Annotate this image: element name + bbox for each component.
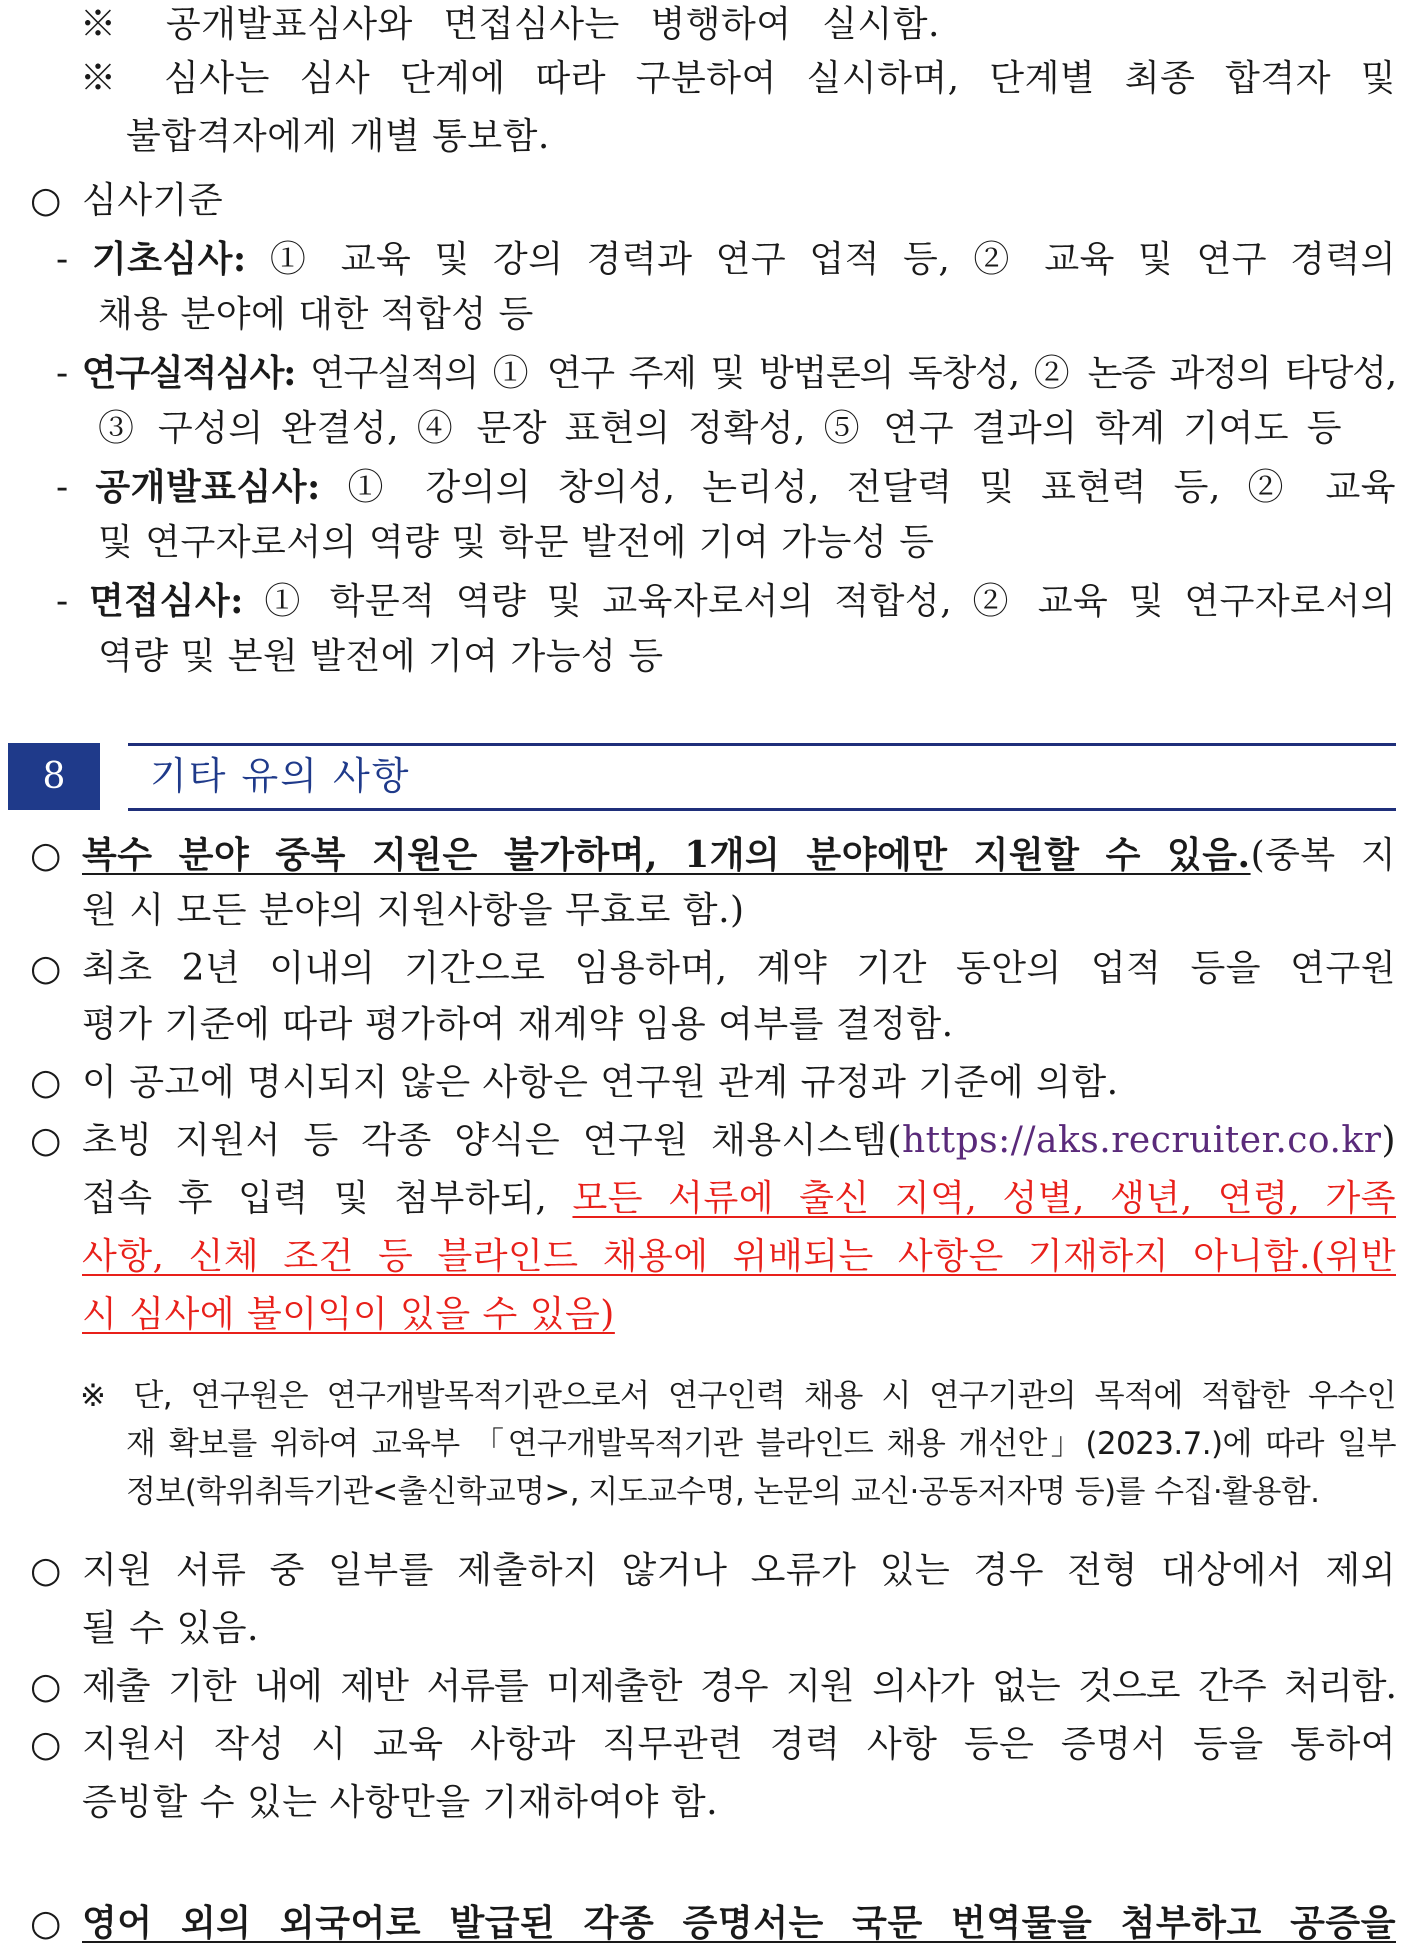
circle-bullet-icon: ○ xyxy=(30,1062,62,1103)
blind-hiring-warning: 모든 서류에 출신 지역, 성별, 생년, 연령, 가족 xyxy=(572,1178,1396,1219)
section-rule-bottom xyxy=(128,808,1396,811)
notice-continued xyxy=(82,1176,1396,1222)
notice-text: 초빙 지원서 등 각종 양식은 연구원 채용시스템( xyxy=(82,1120,902,1161)
criterion-text: 연구실적의 ① 연구 주제 및 방법론의 독창성, ② 논증 과정의 타당성, xyxy=(310,353,1396,394)
dash-bullet: - xyxy=(56,581,90,622)
section-rule-top xyxy=(128,743,1396,746)
notice-text: (중복 지 xyxy=(1250,835,1396,876)
dash-bullet: - xyxy=(56,239,92,280)
criterion-continued: 채용 분야에 대한 적합성 등 xyxy=(98,294,534,335)
section-title: 기타 유의 사항 xyxy=(150,754,411,798)
circle-bullet-icon: ○ xyxy=(30,180,62,221)
circle-bullet-icon: ○ xyxy=(30,948,62,989)
circle-bullet-icon: ○ xyxy=(30,1903,62,1944)
blind-exception-note: 정보(학위취득기관<출신학교명>, 지도교수명, 논문의 교신·공동저자명 등)를 수집·활용함. xyxy=(126,1474,1320,1510)
blind-exception-note: 재 확보를 위하여 교육부 「연구개발목적기관 블라인드 채용 개선안」(2023.7.)에 따라 일부 xyxy=(126,1426,1396,1462)
notice-item xyxy=(30,1060,1119,1106)
notice-continued: 증빙할 수 있는 사항만을 기재하여야 함. xyxy=(82,1782,719,1823)
criterion-continued: 및 연구자로서의 역량 및 학문 발전에 기여 가능성 등 xyxy=(98,522,935,563)
criterion-continued: ③ 구성의 완결성, ④ 문장 표현의 정확성, ⑤ 연구 결과의 학계 기여도 등 xyxy=(98,408,1342,449)
note-line: ※ 공개발표심사와 면접심사는 병행하여 실시함. xyxy=(80,4,940,45)
notice-continued: 원 시 모든 분야의 지원사항을 무효로 함.) xyxy=(82,890,745,931)
notice-item xyxy=(30,1664,1396,1710)
notice-text: ) xyxy=(1381,1120,1396,1161)
notice-text: 지원서 작성 시 교육 사항과 직무관련 경력 사항 등은 증명서 등을 통하여 xyxy=(82,1724,1396,1765)
circle-bullet-icon: ○ xyxy=(30,1120,62,1161)
circle-bullet-icon: ○ xyxy=(30,835,62,876)
notice-item xyxy=(30,1118,1396,1164)
criterion-item xyxy=(56,350,1396,397)
criterion-label: 연구실적심사: xyxy=(81,352,296,394)
notice-item xyxy=(30,832,1396,879)
notice-text: 제출 기한 내에 제반 서류를 미제출한 경우 지원 의사가 없는 것으로 간주 처리함. xyxy=(82,1666,1396,1707)
section-number-badge: 8 xyxy=(8,743,100,810)
notice-text: 최초 2년 이내의 기간으로 임용하며, 계약 기간 동안의 업적 등을 연구원 xyxy=(82,948,1396,989)
notice-item xyxy=(30,1548,1396,1594)
blind-hiring-warning: 사항, 신체 조건 등 블라인드 채용에 위배되는 사항은 기재하지 아니함.(위반 xyxy=(82,1236,1396,1277)
circle-bullet-icon: ○ xyxy=(30,1666,61,1707)
dash-bullet: - xyxy=(56,353,82,394)
criterion-label: 면접심사: xyxy=(89,580,244,622)
criterion-item xyxy=(56,236,1396,283)
blind-exception-note: ※ 단, 연구원은 연구개발목적기관으로서 연구인력 채용 시 연구기관의 목적에 적합한 우수인 xyxy=(80,1378,1396,1414)
criterion-item xyxy=(56,578,1396,625)
notice-item xyxy=(30,1722,1396,1768)
criterion-label: 공개발표심사: xyxy=(95,466,321,508)
notice-emphasis: 복수 분야 중복 지원은 불가하며, 1개의 분야에만 지원할 수 있음. xyxy=(82,834,1251,876)
notice-item xyxy=(30,946,1396,992)
criterion-continued: 역량 및 본원 발전에 기여 가능성 등 xyxy=(98,636,664,677)
note-line-continued: 불합격자에게 개별 통보함. xyxy=(126,116,550,157)
criterion-text: ① 교육 및 강의 경력과 연구 업적 등, ② 교육 및 연구 경력의 xyxy=(269,239,1397,280)
criterion-text: ① 강의의 창의성, 논리성, 전달력 및 표현력 등, ② 교육 xyxy=(347,467,1396,508)
notice-emphasis: 영어 외의 외국어로 발급된 각종 증명서는 국문 번역물을 첨부하고 공증을 xyxy=(82,1902,1396,1944)
dash-bullet: - xyxy=(56,467,96,508)
criteria-title: 심사기준 xyxy=(82,180,224,221)
criterion-text: ① 학문적 역량 및 교육자로서의 적합성, ② 교육 및 연구자로서의 xyxy=(264,581,1396,622)
note-line: ※ 심사는 심사 단계에 따라 구분하여 실시하며, 단계별 최종 합격자 및 xyxy=(80,58,1396,99)
criteria-heading xyxy=(30,178,223,224)
notice-text: 이 공고에 명시되지 않은 사항은 연구원 관계 규정과 기준에 의함. xyxy=(82,1062,1119,1103)
notice-item xyxy=(30,1900,1396,1947)
recruit-system-link[interactable]: https://aks.recruiter.co.kr xyxy=(902,1120,1382,1161)
criterion-item xyxy=(56,464,1396,511)
circle-bullet-icon: ○ xyxy=(30,1724,62,1765)
circle-bullet-icon: ○ xyxy=(30,1550,62,1591)
notice-continued: 평가 기준에 따라 평가하여 재계약 임용 여부를 결정함. xyxy=(82,1004,954,1045)
notice-text: 접속 후 입력 및 첨부하되, xyxy=(82,1178,573,1219)
blind-hiring-warning: 시 심사에 불이익이 있을 수 있음) xyxy=(82,1294,615,1335)
notice-text: 지원 서류 중 일부를 제출하지 않거나 오류가 있는 경우 전형 대상에서 제외 xyxy=(82,1550,1396,1591)
criterion-label: 기초심사: xyxy=(91,238,247,280)
notice-continued: 될 수 있음. xyxy=(82,1608,259,1649)
